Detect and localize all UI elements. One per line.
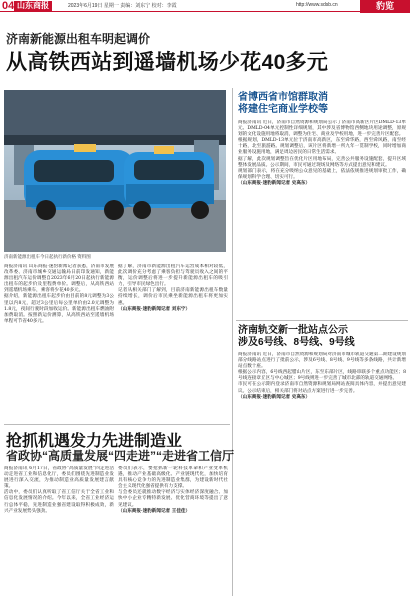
page-number: 04 <box>2 0 15 12</box>
right-bottom-paragraph: 商报济南讯 近日，济南市自然资源和规划局对济南市城市轨道交通第二期建设规划部分线路站点进行了批前公示，涉及6号线、8号线、9号线等多条线路，共计新增站点数十座。 <box>238 352 406 370</box>
lead-paragraph: 据介绍，新能源出租车起步价由目前的8元调整为3公里以内8元，超过3公里后每公里单价由2.0元调整为1.8元，夜间行驶时段加收运价。新能源出租车燃油附加费取消。按照新运价测算，从高铁西站至遥墙机场单程可节省40多元。 <box>4 294 114 324</box>
lead-headline: 从高铁西站到遥墙机场少花40多元 <box>6 51 329 74</box>
lead-paragraph: 据了解，济南市新能源出租汽车运营成本相对较低，此次调价充分考虑了乘客负担与驾驶员收入之间的平衡，运价调整后将进一步提升新能源出租车的吸引力，引导市民绿色出行。 <box>118 264 228 288</box>
second-byline: （山东商报·速豹新闻记者 王佳佳） <box>118 508 191 514</box>
lead-column-2 <box>118 264 228 408</box>
lead-byline: （山东商报·速豹新闻记者 刘东宁） <box>118 306 191 312</box>
right-top-headline <box>238 92 328 116</box>
second-paragraph: 商报济南讯 6月17日，省政协“高质量发展”四走进活动走进省工业和信息化厅，委员们围绕先进制造业发展进行深入交流，为推动制造业高质量发展建言献策。 <box>4 466 114 490</box>
headline-line: 省博西省市馆群取消 <box>238 92 328 103</box>
second-subtitle: 省政协“高质量发展“四走进”“走进省工信厅 <box>6 449 235 463</box>
headline-line: 济南轨交新一批站点公示 <box>238 325 348 336</box>
right-top-body <box>238 120 406 270</box>
second-paragraph: 与会委员还就推动数字经济与实体经济深度融合、加快中小企业专精特新发展、优化营商环境等提出了意见建议。 <box>118 490 228 508</box>
issue-meta: 2023年6月19日 星期一 责编：刘东宁 校对：李霞 <box>68 3 177 9</box>
right-top-paragraph: 根据规划，DMLD-13单元位于济南市高新区，东至舜华路，西至舜风路，南至经十路，北至旅游路。规划调整后，该片区将新增一所九年一贯制学校，同时增加商业服务设施用地，满足周边居民的日常生活需求。 <box>238 138 406 156</box>
headline-line: 涉及6号线、8号线、9号线 <box>238 337 355 348</box>
right-top-paragraph: 规划部门表示，将在充分吸纳公众意见的基础上，依法依规推进规划审批工作，确保规划科学合理、切实可行。 <box>238 168 406 180</box>
section-divider <box>236 320 408 321</box>
right-top-byline: （山东商报·速豹新闻记者 史高东） <box>238 180 311 186</box>
section-divider <box>4 424 230 425</box>
lead-subtitle: 济南新能源出租车明起调价 <box>6 32 151 46</box>
second-column-1 <box>4 466 114 596</box>
website-url[interactable]: http://www.sdsb.cn <box>296 2 338 8</box>
right-bottom-paragraph: 市民可在公示期内登录济南市自然资源和规划局网站查阅具体内容，并提出意见建议。公示结束后，相关部门将对站点方案进行进一步完善。 <box>238 382 406 394</box>
second-paragraph: 委员们表示，要抢抓新一轮科技革命和产业变革机遇，推动产业基础高级化、产业链现代化，加快培育具有核心竞争力的先进制造业集群，为建设新时代社会主义现代化强省提供有力支撑。 <box>118 466 228 490</box>
right-bottom-body <box>238 352 406 596</box>
masthead <box>0 0 410 12</box>
lead-column-1 <box>4 264 114 408</box>
right-top-paragraph: 据了解，此次规划调整旨在优化片区用地布局，完善公共服务设施配套，提升区域整体发展品质。公示期间，市民可通过现场及网络等方式提出意见和建议。 <box>238 156 406 168</box>
column-divider <box>232 88 233 596</box>
lead-paragraph: 记者从相关部门了解到，目前济南新能源出租车数量持续增长，调价后市民乘坐新能源出租车将更加实惠。 <box>118 288 228 306</box>
newspaper-logo: 山东商报 <box>14 1 52 11</box>
right-bottom-headline <box>238 325 355 349</box>
second-headline: 抢抓机遇发力先进制造业 <box>6 433 183 450</box>
right-top-paragraph: 商报济南讯 近日，济南市自然资源和规划局公示了济南市高新区片区DMLD-13单元、DMLD-04单元控制性详细规划，其中涉及省博物馆西侧地块用途调整，原规划的文化设施用地将取消，调整为住宅、商业及学校用地，进一步完善片区配套。 <box>238 120 406 138</box>
right-bottom-paragraph: 根据公示内容，6号线西起腊山片区，东至东部片区，线路串联多个重点功能区；8号线连接章丘区与中心城区；9号线则进一步完善了城市北部的轨道交通网络。 <box>238 370 406 382</box>
headline-line: 将建住宅商业学校等 <box>238 104 328 115</box>
second-column-2 <box>118 466 228 596</box>
right-bottom-byline: （山东商报·速豹新闻记者 史高东） <box>238 394 311 400</box>
section-badge: 豹览 <box>360 0 410 13</box>
photo-caption: 济南新能源出租车今日起执行新价格 资料图 <box>4 254 91 259</box>
lead-paragraph: 商报济南讯 山东商报·速豹新闻记者获悉，济南市发展改革委、济南市城乡交通运输局日前印发通知，新能源出租汽车运价调整自2023年6月20日起执行新能源出租车的起步价及里程费单价。调整后，从高铁西站到遥墙机场乘车，乘客将少花40多元。 <box>4 264 114 294</box>
second-paragraph: 活动中，委员们认真听取了省工信厅关于全省工业和信息化发展情况的介绍。今年以来，全省工业经济运行总体平稳，先进制造业强省建设取得积极成效，新兴产业发展势头强劲。 <box>4 490 114 514</box>
lead-photo <box>4 90 226 252</box>
taxi-photo-image <box>4 90 226 252</box>
